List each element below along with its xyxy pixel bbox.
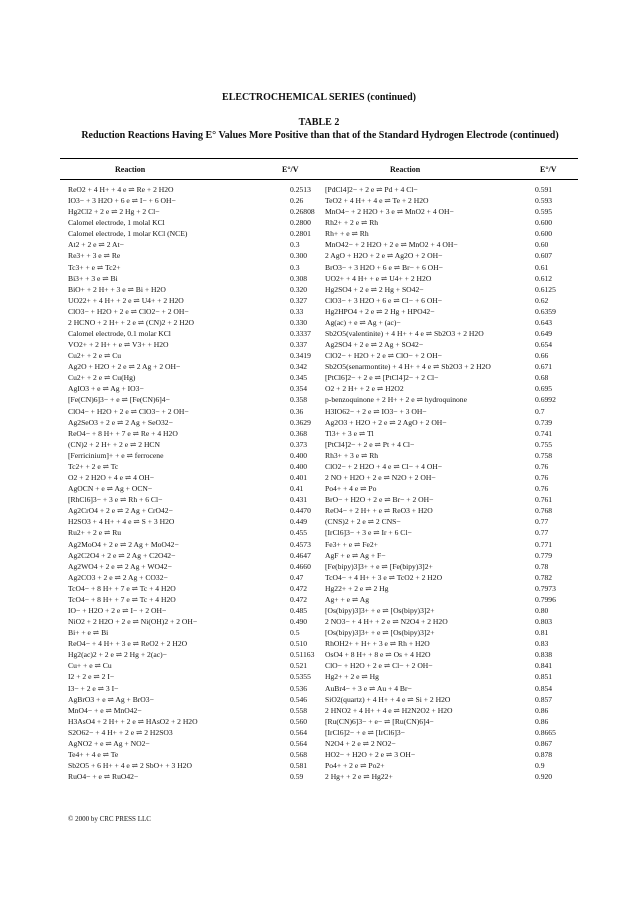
table-number: TABLE 2 — [298, 117, 340, 128]
potential-value-cell: 0.7973 — [535, 583, 556, 593]
potential-value-cell: 0.330 — [290, 317, 308, 327]
potential-value-cell: 0.3337 — [290, 329, 311, 339]
potential-value-cell: 0.68 — [535, 373, 549, 383]
potential-value-cell: 0.472 — [290, 594, 308, 604]
potential-value-cell: 0.400 — [290, 450, 308, 460]
reaction-cell: Calomel electrode, 1 molal KCl — [68, 218, 165, 228]
potential-value-cell: 0.2801 — [290, 229, 311, 239]
reaction-cell: Cu2+ + 2 e ⇌ Cu — [68, 351, 122, 361]
reaction-cell: Calomel electrode, 1 molar KCl (NCE) — [68, 229, 188, 239]
potential-value-cell: 0.7 — [535, 406, 545, 416]
potential-value-cell: 0.878 — [535, 749, 553, 759]
potential-value-cell: 0.342 — [290, 362, 308, 372]
reaction-cell: Hg2(ac)2 + 2 e ⇌ 2 Hg + 2(ac)− — [68, 650, 167, 660]
reaction-cell: Sb2O5 + 6 H+ + 4 e ⇌ 2 SbO+ + 3 H2O — [68, 761, 192, 771]
reaction-cell: [PtCl4]2− + 2 e ⇌ Pt + 4 Cl− — [325, 439, 415, 449]
potential-value-cell: 0.86 — [535, 716, 549, 726]
potential-value-cell: 0.77 — [535, 517, 549, 527]
reaction-cell: MnO4− + e ⇌ MnO42− — [68, 705, 142, 715]
potential-value-cell: 0.671 — [535, 362, 553, 372]
potential-value-cell: 0.695 — [535, 384, 553, 394]
potential-value-cell: 0.595 — [535, 207, 553, 217]
reaction-cell: ClO2− + 2 H2O + 4 e ⇌ Cl− + 4 OH− — [325, 461, 443, 471]
potential-value-cell: 0.36 — [290, 406, 304, 416]
potential-value-cell: 0.60 — [535, 240, 549, 250]
potential-value-cell: 0.472 — [290, 583, 308, 593]
potential-value-cell: 0.771 — [535, 539, 553, 549]
potential-value-cell: 0.761 — [535, 495, 553, 505]
reaction-cell: ClO4− + H2O + 2 e ⇌ ClO3− + 2 OH− — [68, 406, 189, 416]
reaction-cell: 2 HNO2 + 4 H+ + 4 e ⇌ H2N2O2 + H2O — [325, 705, 453, 715]
reaction-cell: BrO− + H2O + 2 e ⇌ Br− + 2 OH− — [325, 495, 434, 505]
reaction-cell: Cu2+ + 2 e ⇌ Cu(Hg) — [68, 373, 136, 383]
reaction-cell: 2 AgO + H2O + 2 e ⇌ Ag2O + 2 OH− — [325, 251, 443, 261]
right-reaction-column — [325, 184, 555, 782]
potential-value-cell: 0.6359 — [535, 306, 556, 316]
potential-value-cell: 0.768 — [535, 506, 553, 516]
reaction-cell: Ru2+ + 2 e ⇌ Ru — [68, 528, 122, 538]
potential-value-cell: 0.600 — [535, 218, 553, 228]
potential-value-cell: 0.841 — [535, 661, 553, 671]
reaction-cell: ClO2− + H2O + 2 e ⇌ ClO− + 2 OH− — [325, 351, 442, 361]
potential-value-cell: 0.6125 — [535, 284, 556, 294]
page-title: ELECTROCHEMICAL SERIES (continued) — [222, 92, 416, 103]
reaction-cell: Rh3+ + 3 e ⇌ Rh — [325, 450, 379, 460]
potential-value-cell: 0.368 — [290, 428, 308, 438]
reaction-cell: I3− + 2 e ⇌ 3 I− — [68, 683, 119, 693]
reaction-cell: (CNS)2 + 2 e ⇌ 2 CNS− — [325, 517, 401, 527]
potential-value-cell: 0.741 — [535, 428, 553, 438]
reaction-cell: Bi3+ + 3 e ⇌ Bi — [68, 273, 118, 283]
potential-value-cell: 0.300 — [290, 251, 308, 261]
reaction-cell: MnO4− + 2 H2O + 3 e ⇌ MnO2 + 4 OH− — [325, 207, 454, 217]
reaction-cell: Ag2O3 + H2O + 2 e ⇌ 2 AgO + 2 OH− — [325, 417, 447, 427]
reaction-cell: [Ferricinium]+ + e ⇌ ferrocene — [68, 450, 164, 460]
reaction-cell: HO2− + H2O + 2 e ⇌ 3 OH− — [325, 749, 416, 759]
reaction-cell: ReO4− + 8 H+ + 7 e ⇌ Re + 4 H2O — [68, 428, 178, 438]
potential-value-cell: 0.8665 — [535, 727, 556, 737]
reaction-cell: TcO4− + 4 H+ + 3 e ⇌ TcO2 + 2 H2O — [325, 572, 443, 582]
reaction-cell: Po4+ + 2 e ⇌ Po2+ — [325, 761, 385, 771]
potential-value-cell: 0.86 — [535, 705, 549, 715]
potential-value-cell: 0.546 — [290, 694, 308, 704]
potential-value-cell: 0.7996 — [535, 594, 556, 604]
potential-value-cell: 0.3 — [290, 240, 300, 250]
potential-value-cell: 0.490 — [290, 617, 308, 627]
reaction-cell: At2 + 2 e ⇌ 2 At− — [68, 240, 124, 250]
reaction-cell: [Os(bipy)3]3+ + e ⇌ [Os(bipy)3]2+ — [325, 628, 435, 638]
reaction-cell: Sb2O5(senarmontite) + 4 H+ + 4 e ⇌ Sb2O3 + 2 H2O — [325, 362, 491, 372]
reaction-cell: Ag2CO3 + 2 e ⇌ 2 Ag + CO32− — [68, 572, 168, 582]
potential-value-cell: 0.41 — [290, 484, 304, 494]
potential-value-cell: 0.867 — [535, 738, 553, 748]
potential-value-cell: 0.401 — [290, 473, 308, 483]
reaction-cell: TeO2 + 4 H+ + 4 e ⇌ Te + 2 H2O — [325, 196, 429, 206]
reaction-cell: I2 + 2 e ⇌ 2 I− — [68, 672, 115, 682]
header-rule — [60, 179, 578, 180]
potential-value-cell: 0.59 — [290, 772, 304, 782]
potential-value-cell: 0.600 — [535, 229, 553, 239]
reaction-cell: AgIO3 + e ⇌ Ag + IO3− — [68, 384, 144, 394]
potential-value-cell: 0.4660 — [290, 561, 311, 571]
reaction-cell: Ag(ac) + e ⇌ Ag + (ac)− — [325, 317, 401, 327]
right-value-column — [535, 184, 556, 782]
potential-value-cell: 0.857 — [535, 694, 553, 704]
potential-value-cell: 0.612 — [535, 273, 553, 283]
potential-value-cell: 0.431 — [290, 495, 308, 505]
potential-value-cell: 0.4647 — [290, 550, 311, 560]
reaction-cell: Re3+ + 3 e ⇌ Re — [68, 251, 121, 261]
reaction-cell: Ag2O + H2O + 2 e ⇌ 2 Ag + 2 OH− — [68, 362, 181, 372]
reaction-cell: BrO3− + 3 H2O + 6 e ⇌ Br− + 6 OH− — [325, 262, 443, 272]
reaction-cell: AgF + e ⇌ Ag + F− — [325, 550, 386, 560]
potential-value-cell: 0.3419 — [290, 351, 311, 361]
potential-value-cell: 0.9 — [535, 761, 545, 771]
potential-value-cell: 0.327 — [290, 295, 308, 305]
reaction-cell: 2 HCNO + 2 H+ + 2 e ⇌ (CN)2 + 2 H2O — [68, 317, 195, 327]
potential-value-cell: 0.607 — [535, 251, 553, 261]
reaction-cell: Hg22+ + 2 e ⇌ 2 Hg — [325, 583, 389, 593]
potential-value-cell: 0.76 — [535, 461, 549, 471]
reaction-cell: H3AsO4 + 2 H+ + 2 e ⇌ HAsO2 + 2 H2O — [68, 716, 198, 726]
reaction-cell: Hg2Cl2 + 2 e ⇌ 2 Hg + 2 Cl− — [68, 207, 160, 217]
reaction-cell: Ag2C2O4 + 2 e ⇌ 2 Ag + C2O42− — [68, 550, 176, 560]
reaction-cell: AgOCN + e ⇌ Ag + OCN− — [68, 484, 153, 494]
potential-value-cell: 0.83 — [535, 639, 549, 649]
potential-value-cell: 0.26 — [290, 196, 304, 206]
reaction-cell: [Fe(CN)6]3− + e ⇌ [Fe(CN)6]4− — [68, 395, 170, 405]
reaction-cell: Tl3+ + 3 e ⇌ Tl — [325, 428, 374, 438]
reaction-cell: RhOH2+ + H+ + 3 e ⇌ Rh + H2O — [325, 639, 430, 649]
reaction-cell: MnO42− + 2 H2O + 2 e ⇌ MnO2 + 4 OH− — [325, 240, 458, 250]
reaction-cell: O2 + 2 H+ + 2 e ⇌ H2O2 — [325, 384, 404, 394]
potential-value-cell: 0.337 — [290, 340, 308, 350]
potential-value-cell: 0.560 — [290, 716, 308, 726]
top-rule — [60, 158, 578, 159]
potential-value-cell: 0.4573 — [290, 539, 311, 549]
copyright-footer: © 2000 by CRC PRESS LLC — [68, 815, 151, 823]
right-value-header: E°/V — [540, 165, 557, 174]
reaction-cell: Ag2WO4 + 2 e ⇌ 2 Ag + WO42− — [68, 561, 172, 571]
potential-value-cell: 0.521 — [290, 661, 308, 671]
potential-value-cell: 0.4470 — [290, 506, 311, 516]
reaction-cell: IO− + H2O + 2 e ⇌ I− + 2 OH− — [68, 605, 167, 615]
potential-value-cell: 0.2800 — [290, 218, 311, 228]
potential-value-cell: 0.591 — [535, 185, 553, 194]
potential-value-cell: 0.755 — [535, 439, 553, 449]
reaction-cell: Ag2SO4 + 2 e ⇌ 2 Ag + SO42− — [325, 340, 424, 350]
potential-value-cell: 0.510 — [290, 639, 308, 649]
reaction-cell: H3IO62− + 2 e ⇌ IO3− + 3 OH− — [325, 406, 427, 416]
potential-value-cell: 0.593 — [535, 196, 553, 206]
potential-value-cell: 0.581 — [290, 761, 308, 771]
potential-value-cell: 0.564 — [290, 738, 308, 748]
potential-value-cell: 0.373 — [290, 439, 308, 449]
reaction-cell: VO2+ + 2 H+ + e ⇌ V3+ + H2O — [68, 340, 169, 350]
potential-value-cell: 0.345 — [290, 373, 308, 383]
potential-value-cell: 0.851 — [535, 672, 553, 682]
potential-value-cell: 0.449 — [290, 517, 308, 527]
reaction-cell: [PdCl4]2− + 2 e ⇌ Pd + 4 Cl− — [325, 185, 418, 194]
reaction-cell: Sb2O5(valentinite) + 4 H+ + 4 e ⇌ Sb2O3 + 2 H2O — [325, 329, 484, 339]
potential-value-cell: 0.80 — [535, 605, 549, 615]
reaction-cell: [PtCl6]2− + 2 e ⇌ [PtCl4]2− + 2 Cl− — [325, 373, 439, 383]
potential-value-cell: 0.77 — [535, 528, 549, 538]
reaction-cell: AgBrO3 + e ⇌ Ag + BrO3− — [68, 694, 154, 704]
reaction-cell: Ag2SeO3 + 2 e ⇌ 2 Ag + SeO32− — [68, 417, 173, 427]
potential-value-cell: 0.81 — [535, 628, 549, 638]
potential-value-cell: 0.2513 — [290, 185, 311, 194]
potential-value-cell: 0.758 — [535, 450, 553, 460]
potential-value-cell: 0.33 — [290, 306, 304, 316]
potential-value-cell: 0.536 — [290, 683, 308, 693]
potential-value-cell: 0.47 — [290, 572, 304, 582]
potential-value-cell: 0.5 — [290, 628, 300, 638]
reaction-cell: 2 NO + H2O + 2 e ⇌ N2O + 2 OH− — [325, 473, 436, 483]
potential-value-cell: 0.649 — [535, 329, 553, 339]
reaction-cell: ReO4− + 4 H+ + 3 e ⇌ ReO2 + 2 H2O — [68, 639, 188, 649]
reaction-cell: ClO− + H2O + 2 e ⇌ Cl− + 2 OH− — [325, 661, 433, 671]
reaction-cell: OsO4 + 8 H+ + 8 e ⇌ Os + 4 H2O — [325, 650, 431, 660]
reaction-cell: p-benzoquinone + 2 H+ + 2 e ⇌ hydroquinone — [325, 395, 467, 405]
reaction-cell: Bi+ + e ⇌ Bi — [68, 628, 109, 638]
reaction-cell: Tc3+ + e ⇌ Tc2+ — [68, 262, 121, 272]
reaction-cell: Ag+ + e ⇌ Ag — [325, 594, 370, 604]
reaction-cell: Calomel electrode, 0.1 molar KCl — [68, 329, 171, 339]
reaction-cell: Fe3+ + e ⇌ Fe2+ — [325, 539, 378, 549]
reaction-cell: Te4+ + 4 e ⇌ Te — [68, 749, 119, 759]
reaction-cell: 2 NO3− + 4 H+ + 2 e ⇌ N2O4 + 2 H2O — [325, 617, 448, 627]
reaction-cell: ClO3− + H2O + 2 e ⇌ ClO2− + 2 OH− — [68, 306, 189, 316]
reaction-cell: O2 + 2 H2O + 4 e ⇌ 4 OH− — [68, 473, 155, 483]
reaction-cell: RuO4− + e ⇌ RuO42− — [68, 772, 139, 782]
reaction-cell: ClO3− + 3 H2O + 6 e ⇌ Cl− + 6 OH− — [325, 295, 443, 305]
reaction-cell: AuBr4− + 3 e ⇌ Au + 4 Br− — [325, 683, 412, 693]
reaction-cell: UO2+ + 4 H+ + e ⇌ U4+ + 2 H2O — [325, 273, 432, 283]
reaction-cell: ReO2 + 4 H+ + 4 e ⇌ Re + 2 H2O — [68, 185, 174, 194]
table-title: Reduction Reactions Having E° Values More Positive than that of the Standard Hydrogen Electrode (continued) — [81, 130, 559, 141]
left-reaction-column — [68, 184, 290, 782]
potential-value-cell: 0.854 — [535, 683, 553, 693]
reaction-cell: [Os(bipy)3]3+ + e ⇌ [Os(bipy)3]2+ — [325, 605, 435, 615]
potential-value-cell: 0.76 — [535, 484, 549, 494]
reaction-cell: [Ru(CN)6]3− + e− ⇌ [Ru(CN)6]4− — [325, 716, 434, 726]
potential-value-cell: 0.66 — [535, 351, 549, 361]
left-value-header: E°/V — [282, 165, 299, 174]
potential-value-cell: 0.455 — [290, 528, 308, 538]
potential-value-cell: 0.62 — [535, 295, 549, 305]
reaction-cell: UO22+ + 4 H+ + 2 e ⇌ U4+ + 2 H2O — [68, 295, 184, 305]
potential-value-cell: 0.803 — [535, 617, 553, 627]
potential-value-cell: 0.485 — [290, 605, 308, 615]
left-reaction-header: Reaction — [115, 165, 146, 174]
reaction-cell: AgNO2 + e ⇌ Ag + NO2− — [68, 738, 150, 748]
reaction-cell: Rh2+ + 2 e ⇌ Rh — [325, 218, 379, 228]
potential-value-cell: 0.838 — [535, 650, 553, 660]
potential-value-cell: 0.3 — [290, 262, 300, 272]
reaction-cell: Po4+ + 4 e ⇌ Po — [325, 484, 377, 494]
reaction-cell: BiO+ + 2 H+ + 3 e ⇌ Bi + H2O — [68, 284, 166, 294]
potential-value-cell: 0.51163 — [290, 650, 315, 660]
reaction-cell: [IrCl6]3− + 3 e ⇌ Ir + 6 Cl− — [325, 528, 412, 538]
reaction-cell: [Fe(bipy)3]3+ + e ⇌ [Fe(bipy)3]2+ — [325, 561, 433, 571]
potential-value-cell: 0.320 — [290, 284, 308, 294]
potential-value-cell: 0.354 — [290, 384, 308, 394]
reaction-cell: [IrCl6]2− + e ⇌ [IrCl6]3− — [325, 727, 405, 737]
potential-value-cell: 0.358 — [290, 395, 308, 405]
potential-value-cell: 0.400 — [290, 461, 308, 471]
reaction-cell: Rh+ + e ⇌ Rh — [325, 229, 369, 239]
reaction-cell: ReO4− + 2 H+ + e ⇌ ReO3 + H2O — [325, 506, 433, 516]
reaction-cell: NiO2 + 2 H2O + 2 e ⇌ Ni(OH)2 + 2 OH− — [68, 617, 198, 627]
potential-value-cell: 0.654 — [535, 340, 553, 350]
reaction-cell: Ag2MoO4 + 2 e ⇌ 2 Ag + MoO42− — [68, 539, 179, 549]
reaction-cell: SiO2(quartz) + 4 H+ + 4 e ⇌ Si + 2 H2O — [325, 694, 451, 704]
potential-value-cell: 0.782 — [535, 572, 553, 582]
reaction-cell: TcO4− + 8 H+ + 7 e ⇌ Tc + 4 H2O — [68, 594, 176, 604]
potential-value-cell: 0.558 — [290, 705, 308, 715]
potential-value-cell: 0.920 — [535, 772, 553, 782]
potential-value-cell: 0.61 — [535, 262, 549, 272]
potential-value-cell: 0.5355 — [290, 672, 311, 682]
reaction-cell: Ag2CrO4 + 2 e ⇌ 2 Ag + CrO42− — [68, 506, 173, 516]
reaction-cell: Cu+ + e ⇌ Cu — [68, 661, 112, 671]
left-value-column — [290, 184, 315, 782]
reaction-cell: Hg2SO4 + 2 e ⇌ 2 Hg + SO42− — [325, 284, 424, 294]
reaction-cell: N2O4 + 2 e ⇌ 2 NO2− — [325, 738, 396, 748]
reaction-cell: IO3− + 3 H2O + 6 e ⇌ I− + 6 OH− — [68, 196, 176, 206]
reaction-cell: Tc2+ + 2 e ⇌ Tc — [68, 461, 119, 471]
reaction-cell: H2SO3 + 4 H+ + 4 e ⇌ S + 3 H2O — [68, 517, 175, 527]
reaction-cell: (CN)2 + 2 H+ + 2 e ⇌ 2 HCN — [68, 439, 160, 449]
potential-value-cell: 0.308 — [290, 273, 308, 283]
potential-value-cell: 0.568 — [290, 749, 308, 759]
potential-value-cell: 0.564 — [290, 727, 308, 737]
reaction-cell: TcO4− + 8 H+ + 7 e ⇌ Tc + 4 H2O — [68, 583, 176, 593]
reaction-cell: S2O62− + 4 H+ + 2 e ⇌ 2 H2SO3 — [68, 727, 173, 737]
potential-value-cell: 0.643 — [535, 317, 553, 327]
potential-value-cell: 0.739 — [535, 417, 553, 427]
reaction-cell: Hg2+ + 2 e ⇌ Hg — [325, 672, 379, 682]
reaction-cell: Hg2HPO4 + 2 e ⇌ 2 Hg + HPO42− — [325, 306, 435, 316]
potential-value-cell: 0.6992 — [535, 395, 556, 405]
potential-value-cell: 0.779 — [535, 550, 553, 560]
potential-value-cell: 0.78 — [535, 561, 549, 571]
potential-value-cell: 0.26808 — [290, 207, 315, 217]
potential-value-cell: 0.76 — [535, 473, 549, 483]
right-reaction-header: Reaction — [390, 165, 421, 174]
reaction-cell: [RhCl6]3− + 3 e ⇌ Rh + 6 Cl− — [68, 495, 163, 505]
reaction-cell: 2 Hg+ + 2 e ⇌ Hg22+ — [325, 772, 393, 782]
potential-value-cell: 0.3629 — [290, 417, 311, 427]
